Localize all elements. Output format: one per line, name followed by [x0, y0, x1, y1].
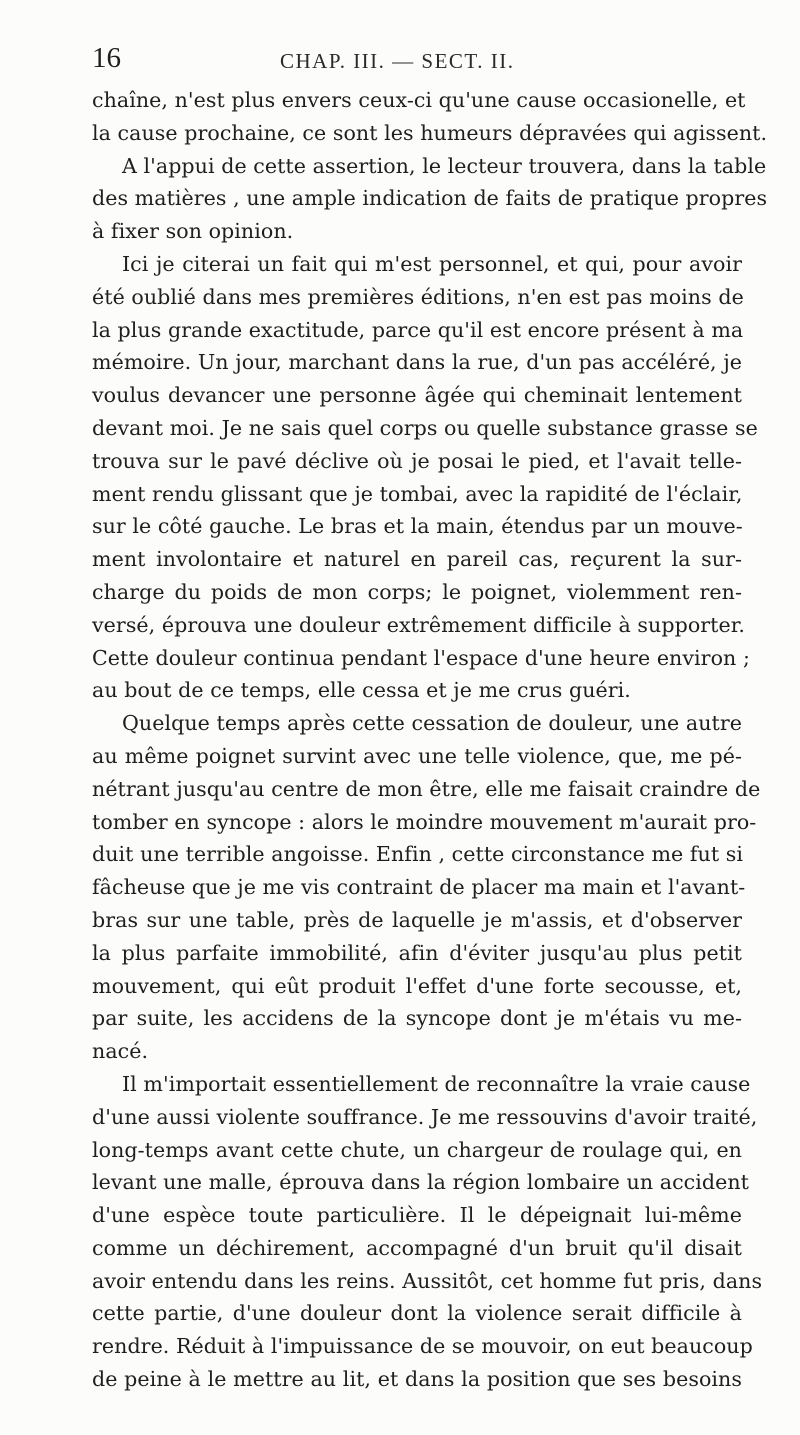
text-line: fâcheuse que je me vis contraint de placer ma main et l'avant-	[92, 875, 746, 900]
text-line: charge du poids de mon corps; le poignet, violemment ren-	[92, 579, 742, 604]
text-line: mémoire. Un jour, marchant dans la rue, d'un pas accéléré, je	[92, 350, 742, 375]
page-number: 16	[92, 42, 121, 74]
text-line: mouvement, qui eût produit l'effet d'une forte secousse, et,	[92, 973, 742, 998]
text-line: à fixer son opinion.	[92, 219, 294, 244]
text-line: nacé.	[92, 1039, 149, 1064]
text-line: été oublié dans mes premières éditions, n'en est pas moins de	[92, 284, 744, 309]
text-line: ment involontaire et naturel en pareil cas, reçurent la sur-	[92, 547, 742, 572]
running-head: CHAP. III. — SECT. II.	[280, 49, 515, 73]
text-line: duit une terrible angoisse. Enfin , cette circonstance me fut si	[92, 842, 744, 867]
text-line: d'une aussi violente souffrance. Je me ressouvins d'avoir traité,	[92, 1104, 758, 1129]
text-line: Ici je citerai un fait qui m'est personnel, et qui, pour avoir	[122, 251, 742, 276]
text-line: au même poignet survint avec une telle violence, que, me pé-	[92, 743, 742, 768]
text-line: voulus devancer une personne âgée qui cheminait lentement	[92, 383, 742, 408]
text-line: au bout de ce temps, elle cessa et je me crus guéri.	[92, 678, 631, 703]
text-line: Cette douleur continua pendant l'espace d'une heure environ ;	[92, 645, 750, 670]
text-line: la cause prochaine, ce sont les humeurs dépravées qui agissent.	[92, 120, 768, 145]
text-line: nétrant jusqu'au centre de mon être, elle me faisait craindre de	[92, 776, 761, 801]
text-line: comme un déchirement, accompagné d'un bruit qu'il disait	[92, 1235, 742, 1260]
text-line: long-temps avant cette chute, un chargeur de roulage qui, en	[92, 1137, 742, 1162]
body-text	[92, 84, 768, 1396]
text-line: tomber en syncope : alors le moindre mouvement m'aurait pro-	[92, 809, 757, 834]
text-line: la plus parfaite immobilité, afin d'éviter jusqu'au plus petit	[92, 940, 742, 965]
text-line: bras sur une table, près de laquelle je m'assis, et d'observer	[92, 907, 742, 932]
text-line: devant moi. Je ne sais quel corps ou quelle substance grasse se	[92, 415, 758, 440]
text-line: de peine à le mettre au lit, et dans la position que ses besoins	[92, 1367, 742, 1392]
text-line: sur le côté gauche. Le bras et la main, étendus par un mouve-	[92, 514, 743, 539]
text-line: ment rendu glissant que je tombai, avec la rapidité de l'éclair,	[92, 481, 743, 506]
text-line: par suite, les accidens de la syncope dont je m'étais vu me-	[92, 1006, 742, 1031]
text-line: trouva sur le pavé déclive où je posai le pied, et l'avait telle-	[92, 448, 742, 473]
text-line: versé, éprouva une douleur extrêmement difficile à supporter.	[92, 612, 745, 637]
text-line: des matières , une ample indication de faits de pratique propres	[92, 186, 768, 211]
text-line: Il m'importait essentiellement de reconnaître la vraie cause	[122, 1071, 751, 1096]
text-line: d'une espèce toute particulière. Il le dépeignait lui-même	[92, 1203, 742, 1228]
text-line: cette partie, d'une douleur dont la violence serait difficile à	[92, 1301, 742, 1326]
text-line: A l'appui de cette assertion, le lecteur trouvera, dans la table	[122, 153, 767, 178]
text-line: levant une malle, éprouva dans la région lombaire un accident	[92, 1170, 749, 1195]
text-line: Quelque temps après cette cessation de douleur, une autre	[122, 711, 742, 736]
page-header	[92, 42, 742, 82]
text-line: rendre. Réduit à l'impuissance de se mouvoir, on eut beaucoup	[92, 1334, 753, 1359]
text-line: chaîne, n'est plus envers ceux-ci qu'une cause occasionelle, et	[92, 88, 746, 112]
text-line: la plus grande exactitude, parce qu'il est encore présent à ma	[92, 317, 744, 342]
text-line: avoir entendu dans les reins. Aussitôt, cet homme fut pris, dans	[92, 1268, 763, 1293]
